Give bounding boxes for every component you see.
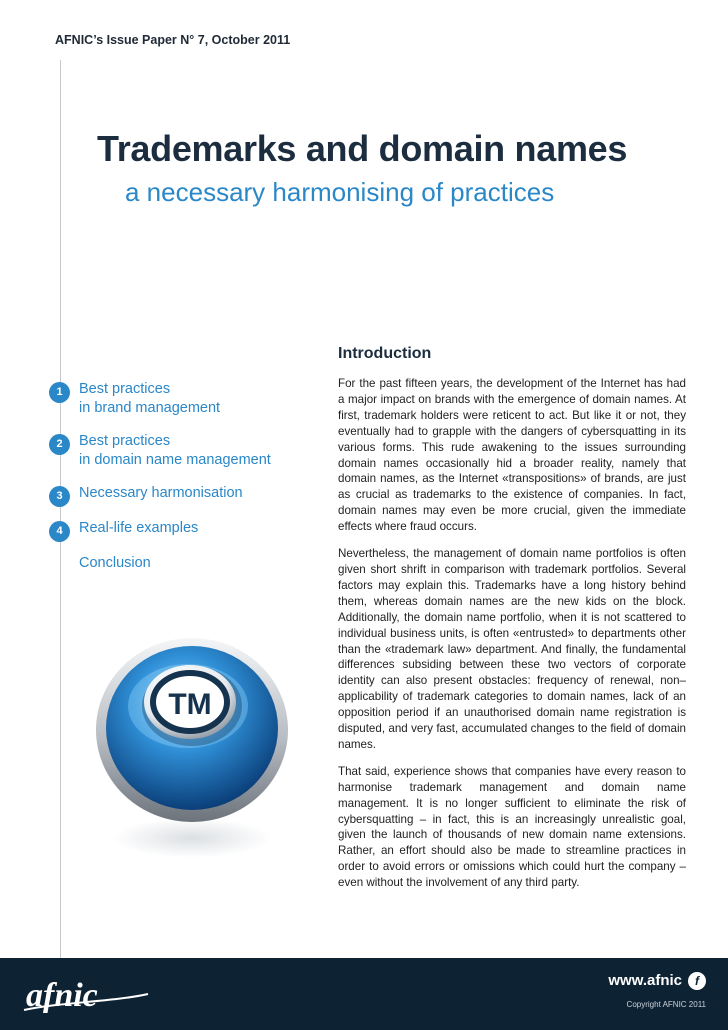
intro-paragraph: For the past fifteen years, the development of the Internet has had a major impact on brands with the emergence of domain names. At first, trademark holders were reticent to act. But like it or not, they eventually had to grapple with the dangers of cybersquatting in its various forms. This rude awakening to the issues surrounding domain names occasionally hid a broader reality, namely that domain names, as the Internet «transpositions» of brands, are just as crucial as trademarks to the existence of companies. In fact, domain names may even be more crucial, given the immediate effects where fraud occurs.	[338, 377, 686, 534]
afnic-symbol-icon: f	[688, 972, 706, 990]
introduction-heading: Introduction	[338, 345, 432, 362]
copyright-text: Copyright AFNIC 2011	[626, 1000, 706, 1009]
vertical-rule	[60, 60, 61, 960]
introduction-body	[338, 376, 686, 902]
toc-item-label: Best practices in domain name management	[79, 433, 271, 468]
trademark-tm-icon	[88, 618, 296, 828]
toc-item-label: Best practices in brand management	[79, 381, 221, 416]
document-subtitle: a necessary harmonising of practices	[125, 177, 555, 207]
issue-paper-header: AFNIC’s Issue Paper N° 7, October 2011	[55, 33, 291, 47]
toc-item-label: Necessary harmonisation	[79, 485, 243, 501]
website-url[interactable]: www.afnic	[608, 972, 682, 989]
afnic-logo[interactable]	[22, 972, 152, 1018]
footer-bar	[0, 958, 728, 1030]
trademark-image	[88, 618, 296, 858]
toc-number-badge: 2	[49, 434, 70, 455]
toc-item-label: Real-life examples	[79, 520, 199, 536]
svg-text:afnic: afnic	[26, 977, 98, 1014]
toc-item-label: Conclusion	[79, 555, 151, 571]
toc-number-badge: 4	[49, 521, 70, 542]
toc-number-badge: 1	[49, 382, 70, 403]
toc-number-badge: 3	[49, 486, 70, 507]
intro-paragraph: That said, experience shows that companies have every reason to harmonise trademark management and domain name management. It is no longer sufficient to eliminate the risk of cybersquatting – in fact, this is an increasingly unrealistic goal, given the launch of thousands of new domain name extensions. Rather, an effort should also be made to streamline practices in order to avoid errors or omissions which could hurt the company – even without the involvement of any third party.	[338, 764, 686, 890]
intro-paragraph: Nevertheless, the management of domain name portfolios is often given short shrift in comparison with trademark portfolios. Several factors may explain this. Trademarks have a long history behind them, whereas domain names are the new kids on the block. Additionally, the domain name portfolio, when it is not scattered to individual business units, is often «entrusted» to departments other than the «trademark law» department. And finally, the fundamental differences subsiding between these two vectors of corporate identity can also present obstacles: frequency of renewal, non–applicability of trademark categories to domain names, lack of an opposition period if an unauthorised domain name registration is disputed, and very fast, accumulated changes to the field of domain names.	[338, 547, 686, 751]
document-title: Trademarks and domain names	[97, 128, 628, 169]
svg-text:TM: TM	[168, 688, 212, 721]
